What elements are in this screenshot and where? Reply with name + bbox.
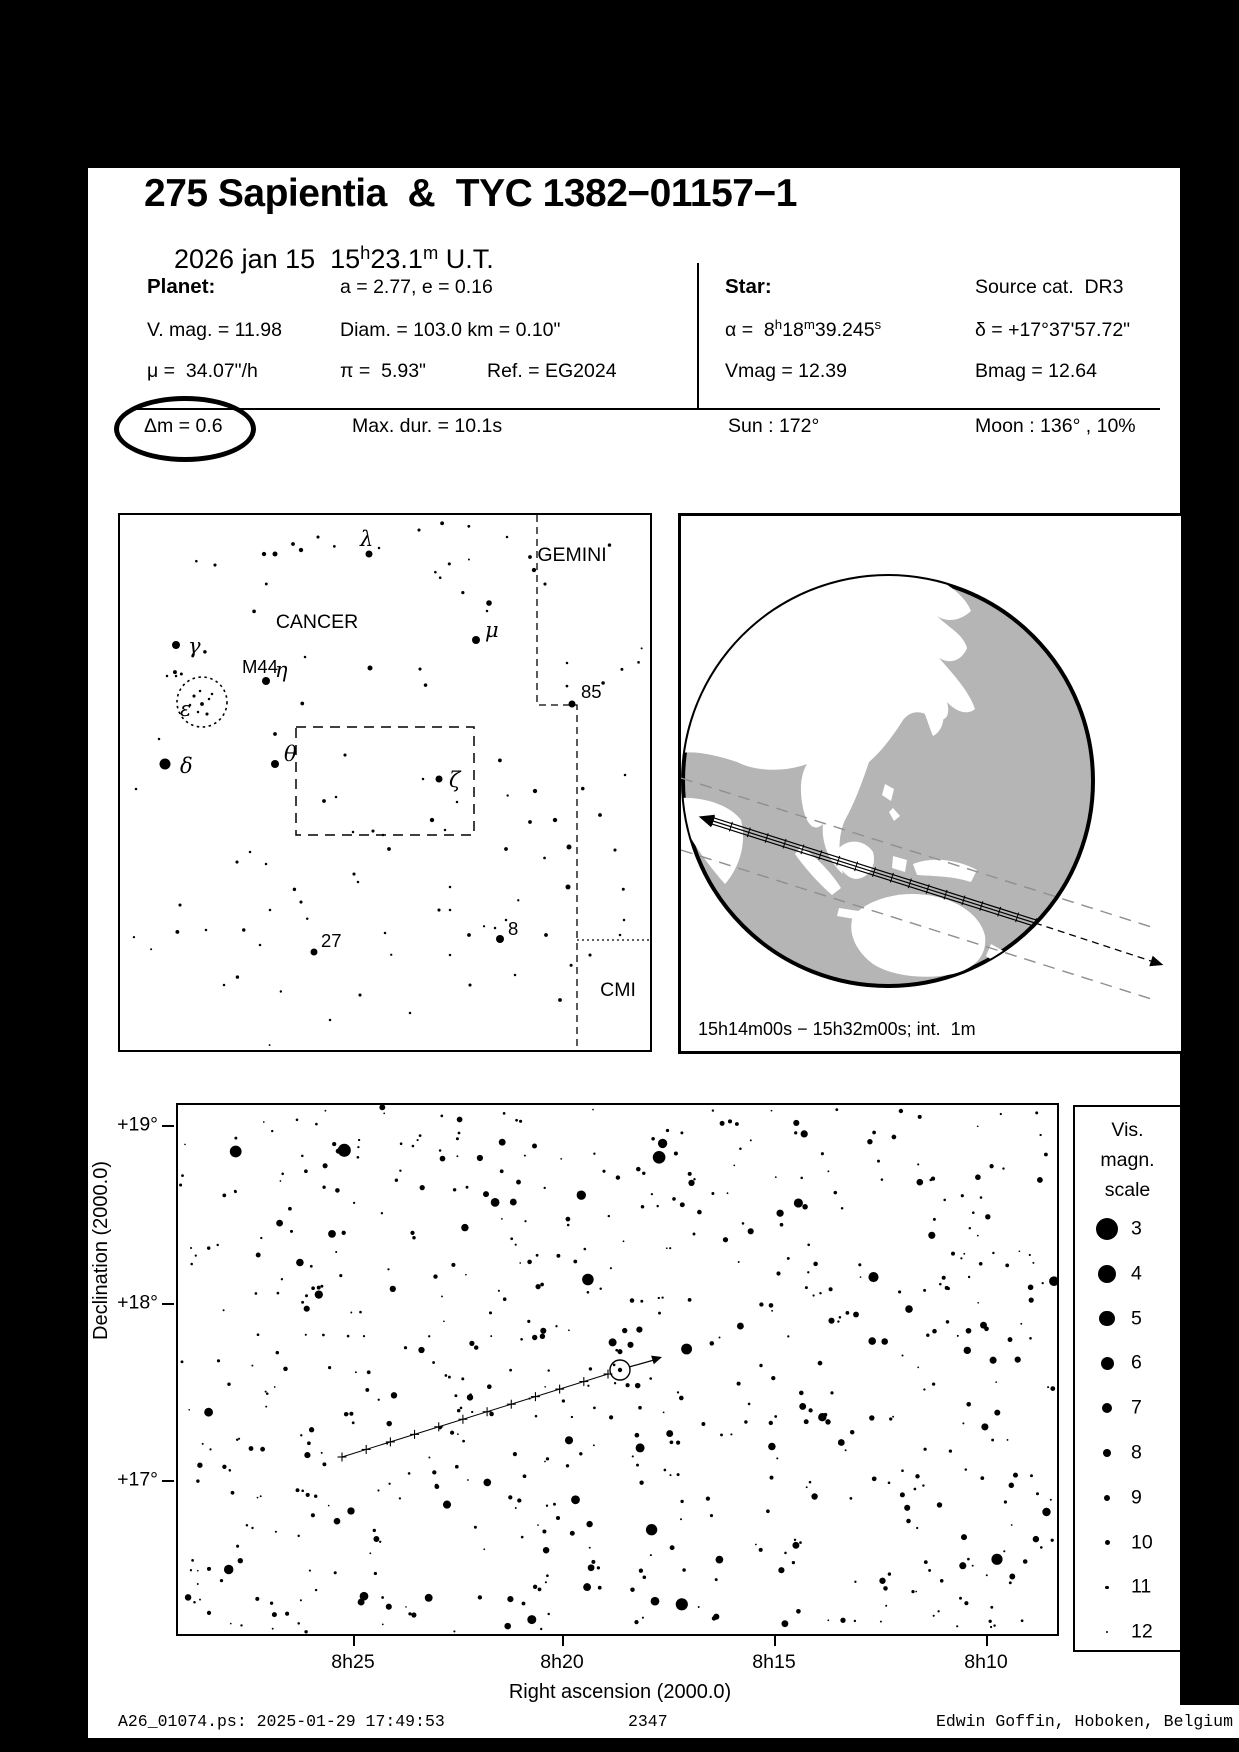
motion-arrow bbox=[651, 1356, 662, 1365]
legend-magnitude-dot bbox=[1101, 1357, 1114, 1370]
event-datetime bbox=[174, 241, 494, 275]
star-label: M44 bbox=[242, 656, 278, 677]
sun-elongation: Sun : 172° bbox=[728, 415, 820, 437]
datetime-part: U.T. bbox=[438, 244, 494, 274]
datetime-part: 23.1 bbox=[370, 244, 423, 274]
footer-page-number: 2347 bbox=[628, 1712, 668, 1731]
planet-parallax: π = 5.93" bbox=[340, 360, 426, 382]
constellation-label: CANCER bbox=[275, 611, 359, 633]
legend-magnitude-dot bbox=[1105, 1540, 1110, 1545]
constellation-label: GEMINI bbox=[537, 544, 607, 566]
planet-heading: Planet: bbox=[147, 275, 216, 298]
legend-magnitude-value: 5 bbox=[1131, 1307, 1142, 1330]
ra-tick-label: 8h20 bbox=[540, 1651, 584, 1673]
legend-magnitude-dot bbox=[1096, 1218, 1118, 1240]
star-label: ζ bbox=[449, 768, 461, 792]
track-exit-arrow bbox=[1149, 956, 1163, 966]
legend-magnitude-value: 8 bbox=[1131, 1441, 1142, 1464]
legend-magnitude-dot bbox=[1102, 1403, 1113, 1414]
dec-tick-label: +19° bbox=[117, 1113, 158, 1136]
detail-star-chart bbox=[178, 1105, 1057, 1634]
star-label: μ bbox=[485, 618, 499, 642]
moon-elongation: Moon : 136° , 10% bbox=[975, 415, 1136, 437]
legend-title: Vis. magn. scale bbox=[1100, 1119, 1155, 1201]
minutes-superscript: m bbox=[422, 241, 439, 263]
ra-tick bbox=[353, 1634, 355, 1646]
star-label: 85 bbox=[581, 681, 602, 702]
max-duration: Max. dur. = 10.1s bbox=[352, 415, 503, 437]
dec-axis-label: Declination (2000.0) bbox=[90, 1161, 112, 1340]
ra-tick bbox=[774, 1634, 776, 1646]
star-right-ascension: α = 8$^h$18$^m$39.245$^s$ bbox=[725, 317, 882, 341]
legend-magnitude-dot bbox=[1105, 1586, 1109, 1590]
footer-filename: A26_01074.ps: 2025-01-29 17:49:53 bbox=[118, 1712, 445, 1731]
finder-chart-panel bbox=[118, 513, 652, 1052]
legend-magnitude-dot bbox=[1106, 1631, 1108, 1633]
track-time-caption: 15h14m00s − 15h32m00s; int. 1m bbox=[698, 1019, 976, 1039]
footer bbox=[88, 1705, 1239, 1738]
dec-tick-label: +18° bbox=[117, 1291, 158, 1314]
star-label: η bbox=[275, 658, 288, 682]
planet-motion: μ = 34.07"/h bbox=[147, 360, 258, 382]
legend-magnitude-dot bbox=[1099, 1311, 1115, 1327]
datetime-part: 2026 jan 15 15 bbox=[174, 244, 361, 274]
table-rule bbox=[135, 408, 1160, 410]
legend-magnitude-dot bbox=[1104, 1495, 1111, 1502]
star-label: 8 bbox=[508, 918, 519, 939]
legend-magnitude-value: 11 bbox=[1131, 1575, 1152, 1598]
legend-magnitude-value: 12 bbox=[1131, 1620, 1153, 1643]
planet-reference: Ref. = EG2024 bbox=[487, 360, 617, 382]
earth-globe-map bbox=[681, 516, 1181, 1051]
constellation-boundaries bbox=[537, 515, 650, 1050]
star-label: θ bbox=[284, 742, 297, 766]
legend-magnitude-value: 3 bbox=[1131, 1217, 1142, 1240]
ra-tick-label: 8h15 bbox=[752, 1651, 796, 1673]
ra-tick-label: 8h10 bbox=[964, 1651, 1008, 1673]
star-dots bbox=[133, 521, 643, 1046]
hours-superscript: h bbox=[360, 241, 371, 263]
star-label: λ bbox=[360, 527, 374, 551]
detail-chart-wrap bbox=[117, 1103, 1055, 1673]
star-declination: δ = +17°37'57.72" bbox=[975, 319, 1131, 341]
dec-tick bbox=[162, 1303, 174, 1305]
page-title: 275 Sapientia & TYC 1382−01157−1 bbox=[144, 172, 797, 215]
legend-magnitude-value: 9 bbox=[1131, 1486, 1142, 1509]
star-source-catalog: Source cat. DR3 bbox=[975, 276, 1124, 298]
dec-tick bbox=[162, 1125, 174, 1127]
planet-diameter: Diam. = 103.0 km = 0.10" bbox=[340, 319, 561, 341]
target-star bbox=[618, 1368, 622, 1372]
planet-orbit: a = 2.77, e = 0.16 bbox=[340, 276, 493, 298]
planet-vmag: V. mag. = 11.98 bbox=[147, 319, 282, 341]
constellation-label: CMI bbox=[600, 979, 636, 1001]
document-page bbox=[88, 168, 1180, 1705]
detail-chart-frame bbox=[176, 1103, 1059, 1636]
finder-chart bbox=[120, 515, 650, 1050]
named-stars bbox=[160, 527, 602, 956]
star-label: 27 bbox=[321, 930, 342, 951]
star-bmag: Bmag = 12.64 bbox=[975, 360, 1097, 382]
legend-magnitude-dot bbox=[1098, 1265, 1117, 1284]
dec-tick-label: +17° bbox=[117, 1468, 158, 1491]
star-label: γ bbox=[188, 634, 201, 658]
dec-tick bbox=[162, 1480, 174, 1482]
ra-tick bbox=[986, 1634, 988, 1646]
star-label: ε bbox=[180, 697, 192, 721]
star-heading: Star: bbox=[725, 275, 772, 298]
legend-magnitude-value: 7 bbox=[1131, 1396, 1142, 1419]
legend-magnitude-value: 6 bbox=[1131, 1351, 1142, 1374]
magnitude-legend bbox=[1073, 1105, 1182, 1652]
asteroid-path bbox=[338, 1370, 613, 1462]
detail-field-outline bbox=[296, 727, 474, 835]
footer-author: Edwin Goffin, Hoboken, Belgium bbox=[935, 1712, 1233, 1731]
star-label: δ bbox=[180, 754, 193, 778]
globe-panel bbox=[678, 513, 1184, 1054]
ra-tick bbox=[562, 1634, 564, 1646]
legend-magnitude-value: 10 bbox=[1131, 1531, 1153, 1554]
ra-axis-label: Right ascension (2000.0) bbox=[508, 1681, 732, 1703]
legend-magnitude-value: 4 bbox=[1131, 1262, 1142, 1285]
column-divider bbox=[697, 263, 699, 408]
star-vmag: Vmag = 12.39 bbox=[725, 360, 847, 382]
legend-magnitude-dot bbox=[1103, 1449, 1112, 1458]
ra-tick-label: 8h25 bbox=[331, 1651, 375, 1673]
magnitude-drop: Δm = 0.6 bbox=[144, 415, 223, 437]
